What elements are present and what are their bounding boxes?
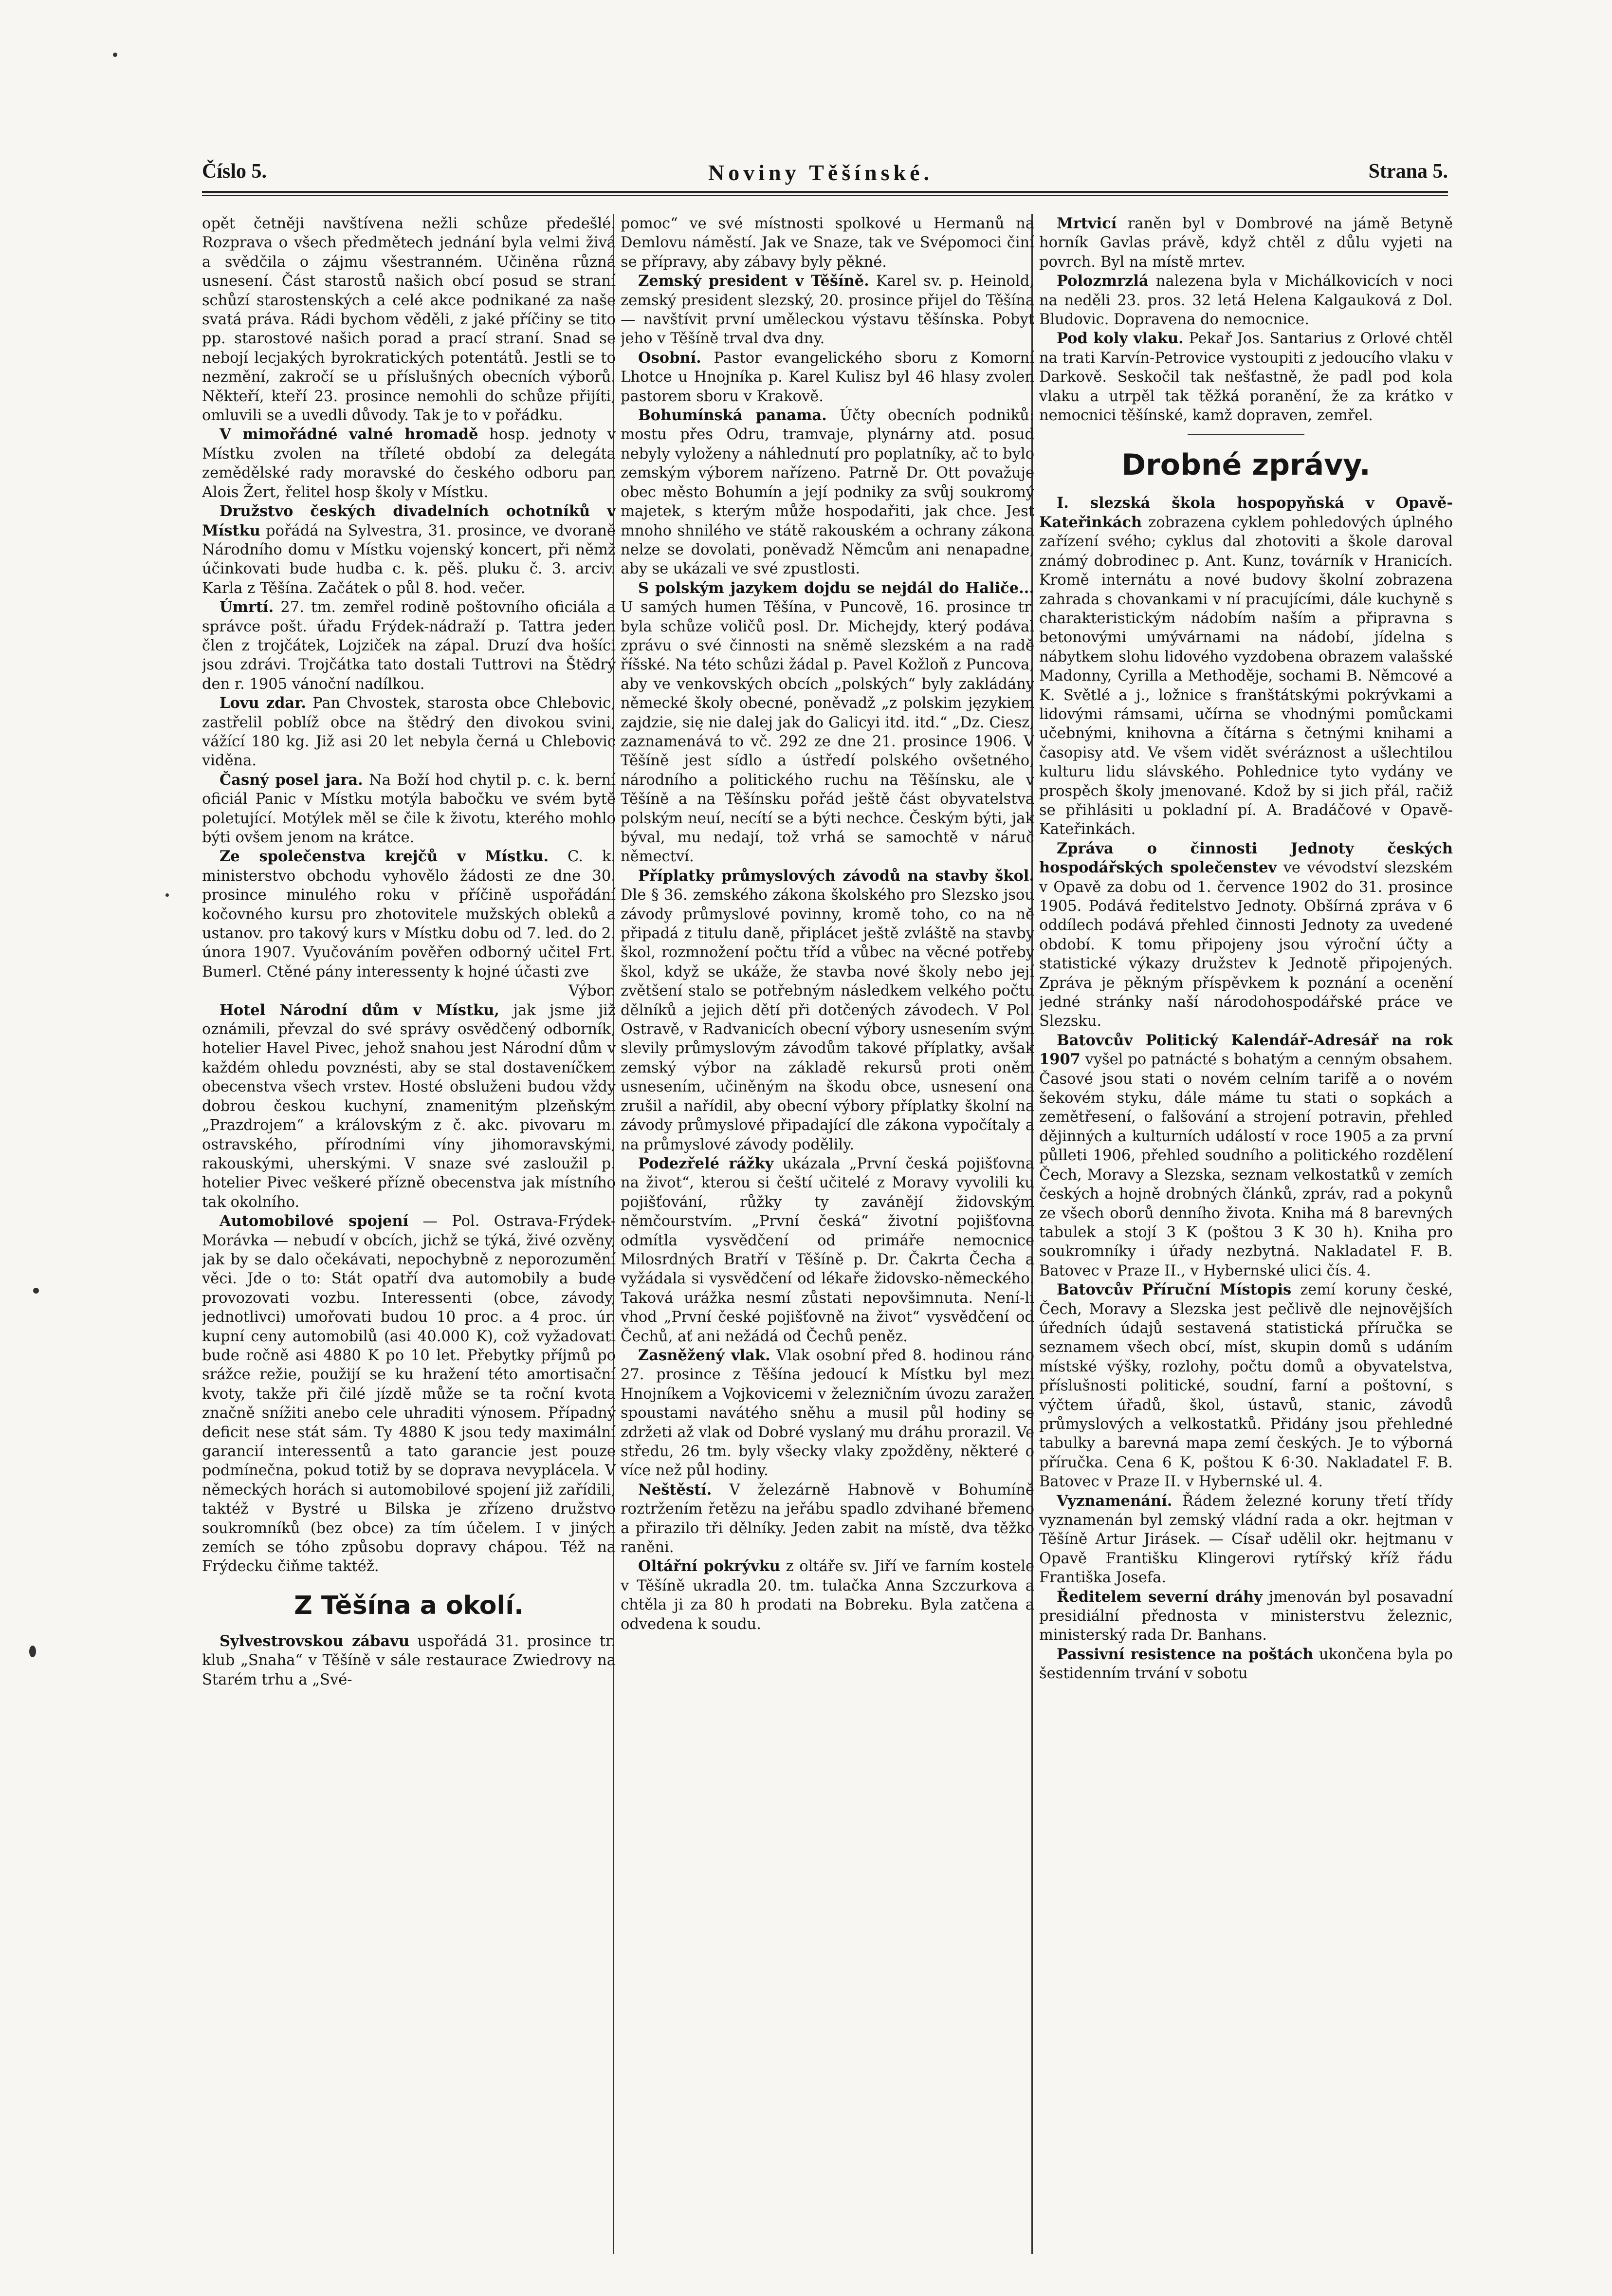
news-item xyxy=(1039,1031,1453,1280)
news-item-headline: Podezřelé rážky xyxy=(638,1154,774,1172)
news-item-headline: Neštěstí. xyxy=(638,1481,712,1499)
news-item xyxy=(202,1632,616,1689)
news-item-headline: Batovcův Politický Kalendář-Adresář na rok 1907 xyxy=(1039,1031,1453,1069)
news-item xyxy=(1039,1645,1453,1684)
news-item xyxy=(1039,1280,1453,1491)
news-item-body: jak jsme již oznámili, převzal do své správy osvědčený odborník, hotelier Havel Pivec, jehož snahou jest Národní dům v každém ohledu povznésti, aby se stal dostaveníčkem obecenstva všech vrstev. Hosté obsluženi budou vždy dobrou českou kuchyní, znamenitým plzeňským „Prazdrojem“ a královským z č. akc. pivovaru m. ostravského, přírodními víny jihomoravskými, rakouskými, uherskými. V snaze své zasloužil p. hotelier Pivec veškeré přízně obecenstva jak místního tak okolního. xyxy=(202,1001,616,1211)
news-item-body: nalezena byla v Michálkovicích v noci na neděli 23. pros. 32 letá Helena Kalgauková z Dol. Bludovic. Dopravena do nemocnice. xyxy=(1039,273,1453,329)
news-item-body: uspořádá 31. prosince tr. klub „Snaha“ v Těšíně v sále restaurace Zwiedrovy na Starém trhu a „Své- xyxy=(202,1632,616,1688)
news-item-body: Na Boží hod chytil p. c. k. berní oficiál Panic v Místku motýla babočku ve svém bytě poletující. Motýlek měl se čile k životu, kterého mohlo býti ovšem jenom na krátce. xyxy=(202,771,616,846)
news-item-headline: Úmrtí. xyxy=(220,598,274,616)
news-item-body: raněn byl v Dombrové na jámě Betyně horník Gavlas právě, když chtěl z důlu vyjeti na povrch. Byl na místě mrtev. xyxy=(1039,215,1453,271)
news-item xyxy=(202,1001,616,1212)
news-item-body: Vlak osobní před 8. hodinou ráno 27. prosince z Těšína jedoucí k Místku byl mezi Hnojníkem a Vojkovicemi v železničním úvozu zaražen spoustami navátého sněhu a musil půl hodiny se zdržeti až vlak od Dobré vyslaný mu dráhu prorazil. Ve středu, 26 tm. byly všecky vlaky zpožděny, některé o více než půl hodiny. xyxy=(621,1347,1034,1480)
section-heading: Drobné zprávy. xyxy=(1121,448,1371,482)
news-item xyxy=(202,847,616,1000)
news-item-body: hosp. jednoty v Místku zvolen na tříleté období za delegáta zemědělské rady moravské do českého odboru pan Alois Žert, řelitel hosp školy v Místku. xyxy=(202,426,616,501)
news-item-headline: Hotel Národní dům v Místku, xyxy=(220,1001,500,1019)
news-item-headline: Polozmrzlá xyxy=(1057,272,1149,290)
news-item-headline: Osobní. xyxy=(638,349,701,367)
news-item xyxy=(202,425,616,502)
news-item-body: z oltáře sv. Jiří ve farním kostele v Těšíně ukradla 20. tm. tulačka Anna Szczurkova a chtěla ji za 80 h prodati na Bobreku. Byla zatčena a odvedena k soudu. xyxy=(621,1558,1034,1633)
news-item-headline: Mrtvicí xyxy=(1057,215,1117,232)
news-item-headline: Pod koly vlaku. xyxy=(1057,330,1184,348)
signature: Výbor. xyxy=(568,982,616,1000)
news-item-headline: Ze společenstva krejčů v Místku. xyxy=(220,848,549,866)
news-item-headline: Oltářní pokrývku xyxy=(638,1557,780,1575)
news-item-headline: Zemský president v Těšíně. xyxy=(638,272,869,290)
news-item-headline: Batovcův Příruční Místopis xyxy=(1057,1281,1292,1299)
column-1 xyxy=(202,214,616,2210)
news-item-headline: Družstvo českých divadelních ochotníků v Místku xyxy=(202,502,616,539)
news-item xyxy=(621,1557,1034,1634)
news-item-body: zemí koruny české, Čech, Moravy a Slezska jest pečlivě dle nejnovějších úředních údajů sestavená statistická příručka se seznamem všech obcí, míst, skupin domů s udáním místské výšky, rozlohy, počtu domů a obyvatelstva, příslušnosti politické, soudní, farní a poštovní, s výčtem úřadů, škol, ústavů, stanic, závodů průmyslových a velkostatků. Přidány jsou přehledné tabulky a barevná mapa zemí českých. Je to výborná příručka. Cena 6 K, poštou K 6·30. Nakladatel F. B. Batovec v Praze II. v Hybernské ul. 4. xyxy=(1039,1281,1453,1491)
section-rule xyxy=(1188,434,1304,435)
print-speck xyxy=(33,1288,39,1294)
news-item-body: 27. tm. zemřel rodině poštovního oficiála a správce pošt. úřadu Frýdek-nádraží p. Tattra jeden člen z trojčátek, Lojziček na zápal. Druzí dva hošíci jsou zdrávi. Trojčátka tato dostali Tuttrovi na Štědrý den r. 1905 vánoční nadílkou. xyxy=(202,599,616,693)
news-item xyxy=(621,867,1034,1154)
news-item-body: vyšel po patnácté s bohatým a cenným obsahem. Časové jsou stati o novém celním tarifě a o novém šekovém styku, dále máme tu stati o sopkách a zemětřesení, o falšování a strojení potravin, přehled dějinných a kulturních událostí v roce 1905 a za první půlleti 1906, přehled soudního a politického rozdělení Čech, Moravy a Slezska, seznam velkostatků v zemích českých a hojně drobných článků, zpráv, rad a pokynů ze všech oborů denního života. Kniha má 8 barevných tabulek a stojí 3 K (poštou 3 K 30 h). Kniha pro soukromníky i úřady nezbytná. Nakladatel F. B. Batovec v Praze II., v Hybernské ulici čís. 4. xyxy=(1039,1051,1453,1279)
news-item-headline: Automobilové spojení xyxy=(220,1212,409,1230)
news-item-headline: Lovu zdar. xyxy=(220,694,307,712)
page-number: Strana 5. xyxy=(1368,160,1448,183)
news-item-body: Pan Chvostek, starosta obce Chlebovic, zastřelil poblíž obce na štědrý den divokou svini, vážící 180 kg. Již asi 20 let nebyla černá u Chlebovic viděna. xyxy=(202,695,616,770)
news-item-headline: Příplatky průmyslových závodů na stavby škol. xyxy=(638,867,1034,885)
news-item xyxy=(1039,1588,1453,1645)
news-item xyxy=(202,771,616,848)
news-item-body: C. k. ministerstvo obchodu vyhovělo žádosti ze dne 30. prosince minulého roku v příčině uspořádání kočovného kursu pro zhotovitele mužských obleků a ustanov. pro takový kurs v Místku dobu od 7. led. do 2. února 1907. Vyučováním pověřen odborný učitel Frt. Bumerl. Ctěné pány interessenty k hojné účasti zve xyxy=(202,848,616,981)
news-item xyxy=(202,694,616,771)
article-continuation xyxy=(621,214,1034,272)
news-item-headline: I. slezská škola hospopyňská v Opavě-Kateřinkách xyxy=(1039,494,1453,531)
news-item-body: Účty obecních podniků: mostu přes Odru, tramvaje, plynárny atd. posud nebyly vyloženy a náhlednutí pro poplatníky, ač to bylo zemským výborem nařízeno. Patrně Dr. Ott považuje obec město Bohumín a její podniky za svůj soukromý majetek, s kterým může hospodařiti, jak chce. Jest mnoho shnilého ve státě rakouském a ochrany zákona nelze se dovolati, poněvadž Němcům ani nenapadne, aby se ukázali ve své zpustlosti. xyxy=(621,407,1034,578)
header-rule xyxy=(202,191,1448,196)
news-item-body: pomoc“ ve své místnosti spolkové u Hermanů na Demlovu náměstí. Jak ve Snaze, tak ve Svépomoci činí se přípravy, aby zábavy byly pěkné. xyxy=(621,215,1034,271)
news-item-body: ukázala „První česká pojišťovna na život“, kterou si čeští učitelé z Moravy vyvolili ku pojišťování, růžky ty zavánějí židovským němčourstvím. „První česká“ životní pojišťovna odmítla vysvědčení od primáře nemocnice Milosrdných Bratří v Těšíně p. Dr. Čakrta Čecha a vyžádala si vysvědčení od lékaře židovsko-německého. Taková urážka nesmí zůstati nepovšimnuta. Není-li vhod „První české pojišťovně na život“ vysvědčení od Čechů, ať ani nežádá od Čechů peněz. xyxy=(621,1155,1034,1345)
news-item xyxy=(621,1346,1034,1481)
news-item-body: ve vévodství slezském v Opavě za dobu od 1. července 1902 do 31. prosince 1905. Podává ředitelstvo Jednoty. Obšírná zpráva v 6 oddílech podává přehled činnosti Jednoty za uvedené období. K tomu připojeny jsou výroční účty a statistické výkazy družstev k Jednotě připojených. Zpráva je pěkným příspěvkem k poznání a ocenění jedné stránky naší národohospodářské práce ve Slezsku. xyxy=(1039,859,1453,1030)
news-item-headline: Vyznamenání. xyxy=(1057,1492,1172,1510)
news-item-body: pořádá na Sylvestra, 31. prosince, ve dvoraně Národního domu v Místku vojenský koncert, při němž účinkovati bude hudba c. k. pěš. pluku č. 3. arciv. Karla z Těšína. Začátek o půl 8. hod. večer. xyxy=(202,522,616,597)
section-heading: Z Těšína a okolí. xyxy=(294,1591,524,1620)
news-item-headline: Bohumínská panama. xyxy=(638,407,827,425)
news-item xyxy=(202,1212,616,1576)
issue-number: Číslo 5. xyxy=(202,160,267,183)
news-item-headline: Sylvestrovskou zábavu xyxy=(220,1632,410,1650)
news-item xyxy=(1039,839,1453,1031)
news-item xyxy=(621,406,1034,579)
news-item xyxy=(1039,214,1453,272)
news-item-body: V železárně Habnově v Bohumíně roztržením řetězu na jeřábu spadlo zdvihané břemeno a přirazilo tři dělníky. Jeden zabit na místě, dva těžko raněni. xyxy=(621,1481,1034,1556)
news-item-body: opět četněji navštívena nežli schůze předešlé. Rozprava o všech předmětech jednání byla velmi živá a svědčila o zájmu všestranném. Učiněna různá usnesení. Část starostů našich obcí posud se straní schůzí starostenských a celé akce podnikané za naše svatá práva. Rádi bychom věděli, z jaké příčiny se tito pp. starostové našich porad a prací straní. Snad se nebojí lecjakých byrokratických potentátů. Jestli se to nezmění, zakročí se u příslušných obecních výborů. Někteří, kteří 23. prosince nemohli do schůze přijíti, omluvili se a uvedli důvody. Tak je to v pořádku. xyxy=(202,215,616,425)
news-item xyxy=(202,598,616,694)
news-item-headline: Ředitelem severní dráhy xyxy=(1057,1588,1263,1606)
news-item xyxy=(202,502,616,598)
news-item-body: Karel sv. p. Heinold, zemský president slezský, 20. prosince přijel do Těšína — navštívit první uměleckou výstavu těšínska. Pobyt jeho v Těšíně trval dva dny. xyxy=(621,273,1034,348)
news-item-headline: V mimořádné valné hromadě xyxy=(220,426,478,444)
print-speck xyxy=(165,893,169,897)
news-item-body: Řádem železné koruny třetí třídy vyznamenán byl zemský vládní rada a okr. hejtman v Těšíně Artur Jirásek. — Císař udělil okr. hejtmanu v Opavě Františku Klingerovi rytířský kříž řádu Františka Josefa. xyxy=(1039,1492,1453,1587)
print-speck xyxy=(113,53,117,57)
news-item-body: Dle § 36. zemského zákona školského pro Slezsko jsou závody průmyslové povinny, kromě toho, co na ně připadá z titulu daně, připlácet ještě zvláště na stavby škol, rozmnožení počtu tříd a vůbec na věcné potřeby škol, když se ukáže, že stavba nové školy nebo její zvětšení stalo se potřebným následkem velkého počtu dělníků a jejich dětí při dotčených závodech. V Pol. Ostravě, v Radvanicích obecní výbory usnesením svým slevily průmyslovým závodům takové příplatky, avšak zemský výbor na základě rekursů proti oněm usnesením, učiněným na škodu obce, usnesení ona zrušil a nařídil, aby obecní výbory příplatky školní na závody průmyslové připadající dle zákona vypočítaly a na průmyslové závody podělily. xyxy=(621,887,1034,1153)
news-item xyxy=(621,349,1034,406)
news-item-body: U samých humen Těšína, v Puncově, 16. prosince tr. byla schůze voličů posl. Dr. Michejdy, který podával zprávu o své činnosti na sněmě slezském a na radě říšské. Na této schůzi žádal p. Pavel Kožloň z Puncova, aby ve venkovských obcích „polských“ byly zakládány německé školy obecné, poněvadž „z polskim językiem zajdzie, się nie dalej jak do Galicyi itd. itd.“ „Dz. Ciesz, zaznamenává to vč. 292 ze dne 21. prosince 1906. V Těšíně jest sídlo a ústředí polského ovšetného, národního a politického ruchu na Těšínsku, ale v Těšíně a na Těšínsku pořád ještě část obyvatelstva polským neuí, necítí se a býti nechce. Českým býti, jak býval, mu nedají, tož vrhá se samochtě v náruč němectví. xyxy=(621,599,1034,866)
news-item-body: Pastor evangelického sboru z Komorní Lhotce u Hnojníka p. Karel Kulisz byl 46 hlasy zvolen pastorem sboru v Krakově. xyxy=(621,349,1034,405)
news-item-headline: Passivní resistence na poštách xyxy=(1057,1645,1314,1663)
news-item xyxy=(621,272,1034,349)
column-3 xyxy=(1039,214,1453,2210)
news-item xyxy=(621,1481,1034,1557)
print-speck xyxy=(29,1646,36,1657)
news-item xyxy=(1039,272,1453,329)
news-item-body: jmenován byl posavadní presidiální přednosta v ministerstvu železnic, ministerský rada Dr. Banhans. xyxy=(1039,1588,1453,1644)
news-item-body: Pekař Jos. Santarius z Orlové chtěl na trati Karvín-Petrovice vystoupiti z jedoucího vlaku v Darkově. Seskočil tak nešťastně, že padl pod kola vlaku a utrpěl tak těžká poranění, že za krátko v nemocnici těšínské, kamž dopraven, zemřel. xyxy=(1039,330,1453,425)
news-item xyxy=(1039,1492,1453,1588)
news-item-headline: Časný posel jara. xyxy=(220,771,363,789)
news-item-body: — Pol. Ostrava-Frýdek-Morávka — nebudí v obcích, jichž se týká, živé ozvěny, jak by se dalo očekávati, nepochybně z neporozumění věci. Jde o to: Stát opatří dva automobily a bude provozovati vozbu. Interessenti (obce, závody, jednotlivci) umořovati budou 10 proc. a 4 proc. úr. kupní ceny automobilů (asi 40.000 K), což vyžadovati bude ročně asi 4880 K po 10 let. Přebytky příjmů po srážce režie, použijí se ku hražení této amortisační kvoty, takže při čilé jízdě může se ta roční kvota značně snížiti anebo cele uhraditi výnosem. Případný deficit nese stát sám. Ty 4880 K jsou tedy maximální garancií interessentů a tato garancie jest pouze podmínečna, pokud totiž by se doprava nevyplácela. V německých horách si automobilové spojení již zařídili, taktéž v Bystré u Bilska je zřízeno družstvo soukromníků (bez obce) za tím účelem. I v jiných zemích se tóho způsobu dopravy chápou. Též na Frýdecku čiňme taktéž. xyxy=(202,1213,616,1575)
news-item-body: zobrazena cyklem pohledových úplného zařízení svého; cyklus dal zhotoviti a škole daroval známý dobrodinec p. Ant. Kunz, továrník v Hranicích. Kromě internátu a nové budovy školní zobrazena zahrada s chovankami v ní pracujícími, dále kuchyně s charakteristickým nádobím naším a připravna s betonovými umývárnami na nádobí, jídelna s nábytkem slohu lidového vyzdobena obrazem valašské Madonny, Cyrilla a Methoděje, sochami B. Němcové a K. Světlé a j., ložnice s franštátskými pokrývkami a lidovými rámsami, učírna se vhodnými pomůckami učebnými, knihovna a čítárna s četnými knihami a časopisy atd. Ve všem vidět svéráznost a ušlechtilou kulturu lidu slávského. Pohlednice tyto vydány ve prospěch školy jmenované. Kdož by si jich přál, račiž se přihlásiti u pokladní pí. A. Bradáčové v Opavě-Kateřinkách. xyxy=(1039,514,1453,838)
news-item-headline: Zasněžený vlak. xyxy=(638,1346,770,1364)
news-item xyxy=(621,1154,1034,1346)
news-item xyxy=(621,579,1034,867)
news-item xyxy=(1039,329,1453,425)
page-header xyxy=(202,155,1448,189)
news-item xyxy=(1039,494,1453,839)
news-item-headline: Zpráva o činnosti Jednoty českých hospodářských společenstev xyxy=(1039,839,1453,877)
column-2 xyxy=(621,214,1034,2210)
news-item-body: ukončena byla po šestidenním trvání v sobotu xyxy=(1039,1646,1453,1683)
news-item-headline: S polským jazykem dojdu se nejdál do Haliče... xyxy=(638,579,1034,597)
article-continuation xyxy=(202,214,616,425)
newspaper-title: Noviny Těšínské. xyxy=(708,160,934,185)
